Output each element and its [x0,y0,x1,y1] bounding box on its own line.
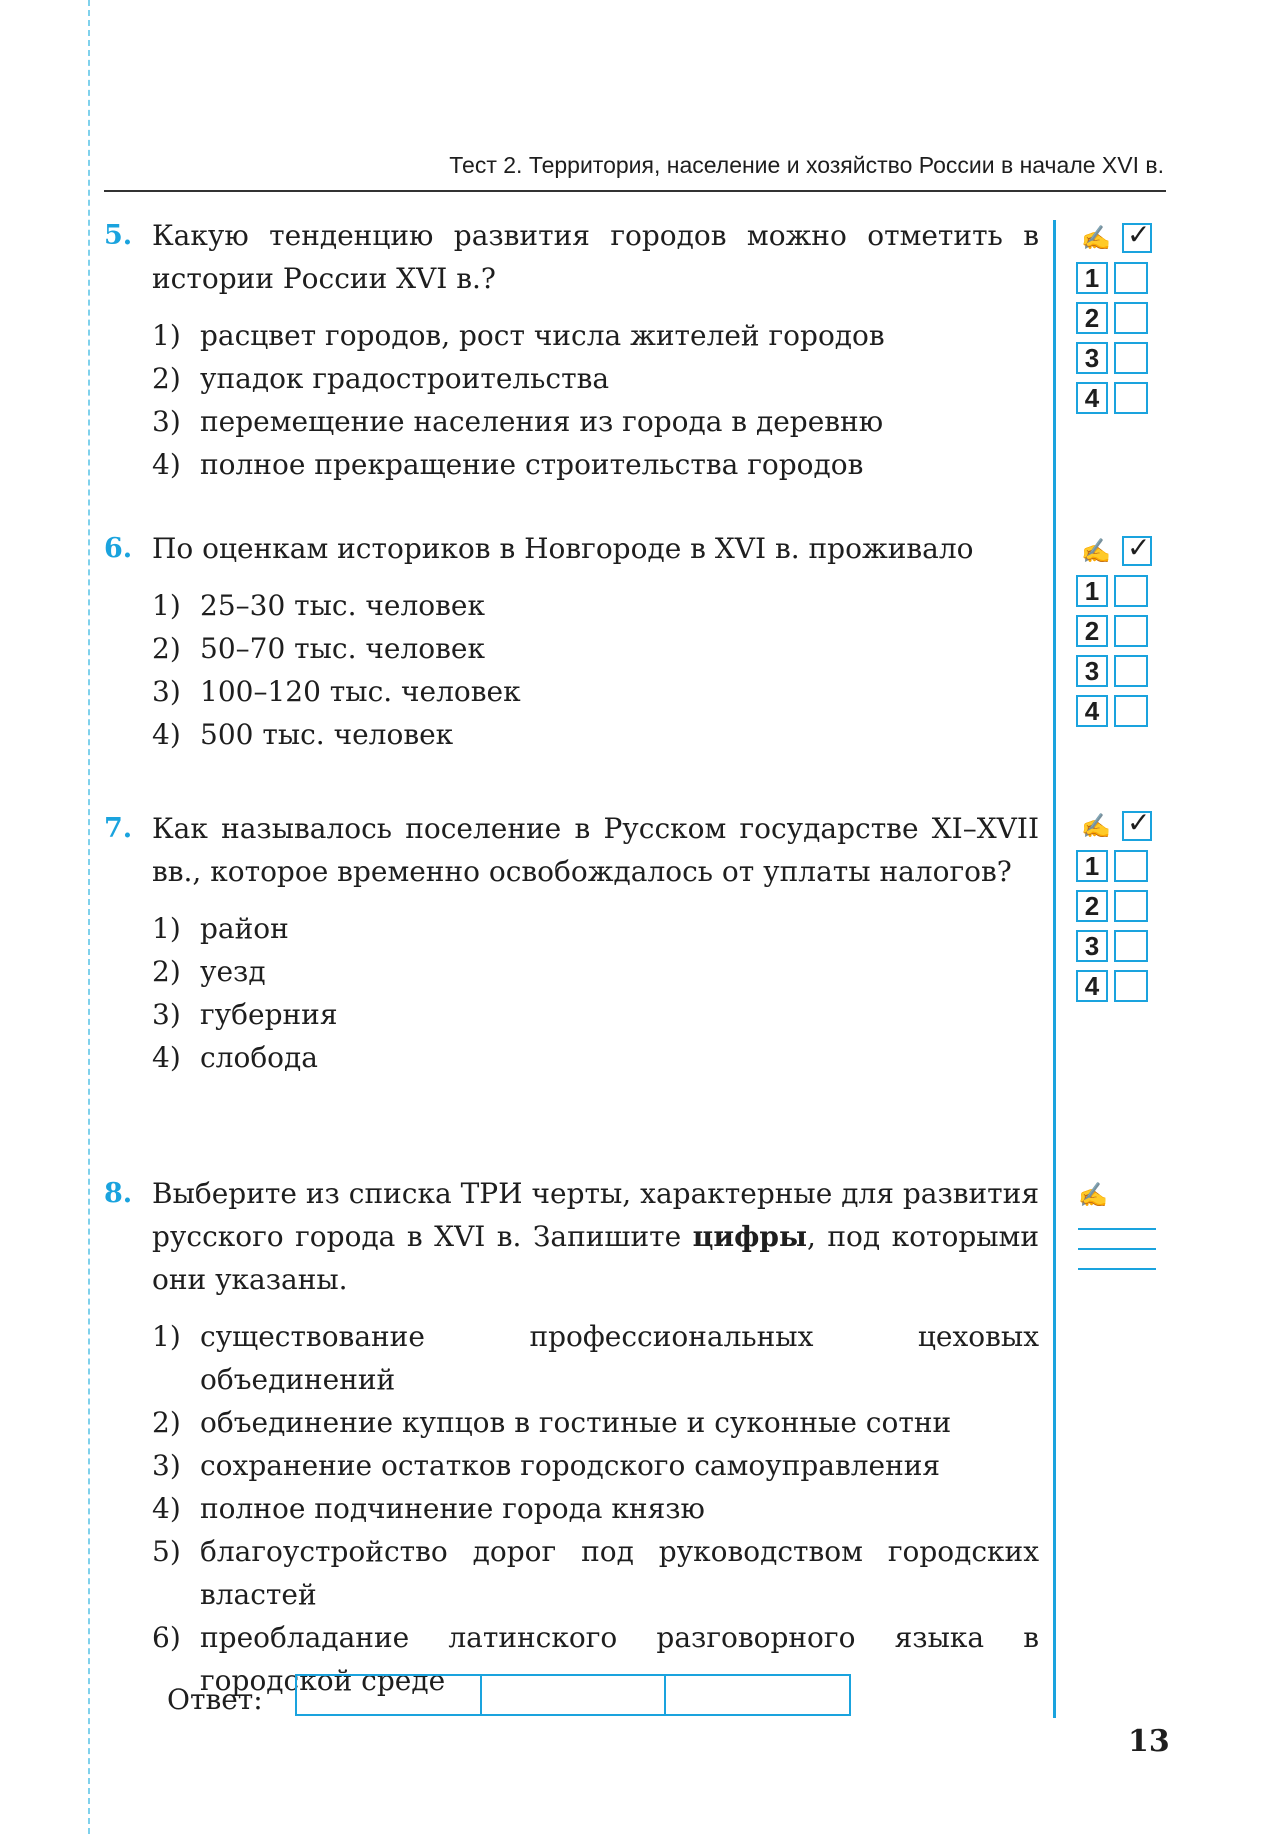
question-number: 6. [104,533,133,564]
answer-checkbox[interactable] [1114,342,1148,374]
answer-line[interactable] [1078,1228,1156,1230]
header-rule [104,190,1166,192]
answer-cell[interactable] [297,1676,482,1714]
option-text: благоустройство дорог под руководством городских властей [200,1535,1039,1611]
option-number: 3) [152,998,181,1031]
question-7 [104,807,1039,1079]
option-number: 4) [152,448,181,481]
option-number: 4) [152,1041,181,1074]
answer-checkbox[interactable] [1114,615,1148,647]
answer-checkbox[interactable] [1114,890,1148,922]
pen-icon: ✍ [1081,812,1111,840]
question-text: По оценкам историков в Новгороде в XVI в. проживало [152,532,974,565]
answer-checkbox[interactable] [1114,262,1148,294]
answer-number: 4 [1076,695,1108,727]
answer-label: Ответ: [167,1683,263,1716]
answer-number: 2 [1076,302,1108,334]
option-item [152,357,1039,400]
option-number: 3) [152,1449,181,1482]
option-item [152,993,1039,1036]
pen-icon: ✍ [1081,224,1111,252]
option-item [152,1401,1039,1444]
option-text: слобода [200,1041,318,1074]
option-text: существование профессиональных цеховых объединений [200,1320,1039,1396]
checkbox-icon [1122,531,1152,566]
answer-boxes [295,1674,851,1716]
option-item [152,1444,1039,1487]
question-text [152,1172,1039,1301]
option-item [152,670,1039,713]
option-text: упадок градостроительства [200,362,610,395]
answer-checkbox[interactable] [1114,970,1148,1002]
option-list [104,907,1039,1079]
option-text: 25–30 тыс. человек [200,589,485,622]
option-item [152,1315,1039,1401]
option-text: преобладание латинского разговорного языка в городской среде [200,1621,1039,1697]
option-number: 6) [152,1621,181,1654]
cut-line [88,0,90,1834]
option-text: губерния [200,998,338,1031]
answer-column-divider [1053,220,1056,1718]
question-6 [104,527,1039,756]
answer-checkbox[interactable] [1114,575,1148,607]
option-list [104,584,1039,756]
answer-checkbox[interactable] [1114,655,1148,687]
checkbox-icon [1122,218,1152,253]
check-mark: ✓ [1127,806,1151,839]
answer-number: 3 [1076,655,1108,687]
option-item [152,400,1039,443]
question-number: 7. [104,813,133,844]
answer-number: 1 [1076,262,1108,294]
page-header: Тест 2. Территория, население и хозяйство России в начале XVI в. [449,152,1164,178]
option-number: 3) [152,405,181,438]
option-number: 1) [152,589,181,622]
question-text: Как называлось поселение в Русском государстве XI–XVII вв., которое временно освобождалось от уплаты налогов? [152,812,1039,888]
answer-lines-q8 [1078,1180,1156,1270]
option-number: 3) [152,675,181,708]
option-text: объединение купцов в гостиные и суконные сотни [200,1406,952,1439]
option-text: уезд [200,955,266,988]
option-number: 4) [152,718,181,751]
check-mark: ✓ [1127,218,1151,251]
answer-checkbox[interactable] [1114,382,1148,414]
answer-number: 3 [1076,342,1108,374]
option-item [152,443,1039,486]
question-text-part: , под которыми они указаны. [152,1220,1039,1296]
question-5 [104,214,1039,486]
option-text: полное подчинение города князю [200,1492,705,1525]
option-list [104,314,1039,486]
question-number: 8. [104,1178,133,1209]
pen-icon: ✍ [1078,1181,1108,1209]
answer-number: 4 [1076,382,1108,414]
option-item [152,950,1039,993]
option-item [152,314,1039,357]
option-text: полное прекращение строительства городов [200,448,864,481]
option-number: 2) [152,955,181,988]
question-text-bold: цифры [692,1220,808,1253]
answer-grid-q7 [1076,806,1156,1002]
pen-icon: ✍ [1081,537,1111,565]
question-number: 5. [104,220,133,251]
option-text: сохранение остатков городского самоуправления [200,1449,941,1482]
option-text: 50–70 тыс. человек [200,632,485,665]
option-number: 4) [152,1492,181,1525]
answer-checkbox[interactable] [1114,695,1148,727]
option-number: 1) [152,319,181,352]
option-item [152,1487,1039,1530]
option-text: расцвет городов, рост числа жителей городов [200,319,885,352]
answer-number: 1 [1076,850,1108,882]
answer-number: 4 [1076,970,1108,1002]
option-number: 1) [152,912,181,945]
answer-number: 2 [1076,615,1108,647]
answer-line[interactable] [1078,1248,1156,1250]
option-text: 500 тыс. человек [200,718,454,751]
option-text: 100–120 тыс. человек [200,675,521,708]
answer-cell[interactable] [482,1676,667,1714]
question-text-part: Выберите из списка ТРИ черты, характерные для развития русского города в XVI в. Запишите [152,1177,1039,1253]
option-number: 1) [152,1320,181,1353]
option-text: район [200,912,289,945]
option-item [152,1530,1039,1616]
answer-checkbox[interactable] [1114,850,1148,882]
answer-line[interactable] [1078,1268,1156,1270]
option-item [152,584,1039,627]
option-list [104,1315,1039,1702]
option-item [152,907,1039,950]
page-number: 13 [1128,1724,1170,1759]
answer-checkbox[interactable] [1114,302,1148,334]
option-item [152,713,1039,756]
option-text: перемещение населения из города в деревню [200,405,884,438]
option-number: 2) [152,362,181,395]
checkbox-icon [1122,806,1152,841]
answer-number: 2 [1076,890,1108,922]
question-8 [104,1172,1039,1702]
answer-number: 3 [1076,930,1108,962]
answer-grid-q5 [1076,218,1156,414]
answer-cell[interactable] [666,1676,849,1714]
check-mark: ✓ [1127,531,1151,564]
option-number: 2) [152,1406,181,1439]
option-number: 2) [152,632,181,665]
option-number: 5) [152,1535,181,1568]
option-item [152,627,1039,670]
answer-checkbox[interactable] [1114,930,1148,962]
question-text: Какую тенденцию развития городов можно отметить в истории России XVI в.? [152,219,1039,295]
option-item [152,1036,1039,1079]
answer-grid-q6 [1076,531,1156,727]
answer-number: 1 [1076,575,1108,607]
